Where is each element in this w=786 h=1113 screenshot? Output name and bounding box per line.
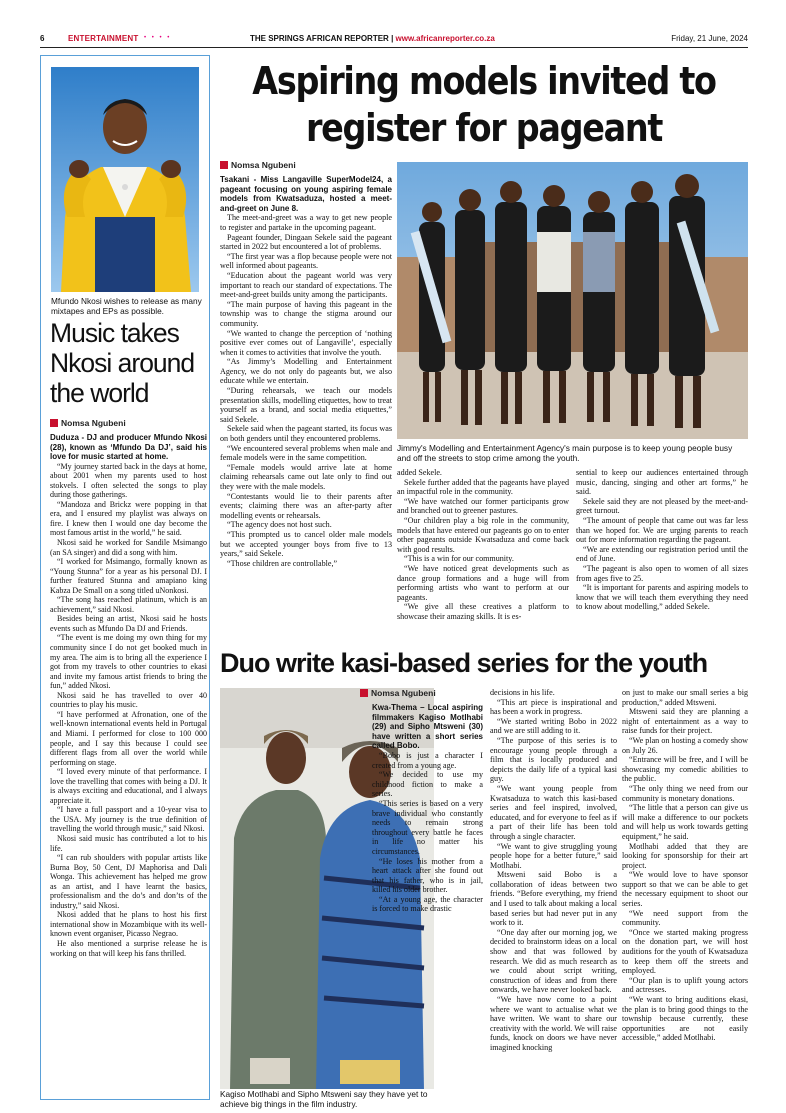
paragraph: “I loved every minute of that performance. I love the travelling that comes with being a DJ. It is always exciting and educational, and I always appreciate it. <box>50 767 207 805</box>
pageant-photo-graphic <box>397 162 748 439</box>
duo-column-1 <box>372 703 483 1091</box>
paragraph: “The only thing we need from our community is monetary donations. <box>622 783 748 803</box>
paragraph: Nkosi added that he plans to host his first international show in Mozambique with its well-known event organiser, Picasso Negrao. <box>50 910 207 939</box>
paragraph: “Mandoza and Brickz were popping in that era, and I ensured my playlist was always on fire. I knew then I would one day become the most famous artist in the world,” he said. <box>50 499 207 538</box>
paragraph: The meet-and-greet was a way to get new people to register and partake in the upcoming pageant. <box>220 213 392 232</box>
music-headline: Music takes Nkosi around the world <box>50 318 195 408</box>
paragraph: “Education about the pageant world was very important to reach our standard of expectations. The meet-and-greet builds unity among the participants. <box>220 270 392 300</box>
paragraph: “I have a full passport and a 10-year visa to the USA. My journey is the true definition of travelling the world through music,” said Nkosi. <box>50 805 207 834</box>
paragraph: “We are extending our registration period until the end of June. <box>576 544 748 564</box>
paragraph: “We have now come to a point where we want to actualise what we have written. We want to share our creativity with the world. We will raise funds, knock on doors we have never imagined knocking <box>490 995 617 1052</box>
duo-column-3 <box>622 688 748 1091</box>
paragraph: Besides being an artist, Nkosi said he hosts events such as Mfundo Da DJ and Friends. <box>50 614 207 633</box>
paragraph: “My journey started back in the days at home, about 2001 when my parents used to host stokvels. I often selected the songs to play during those gatherings. <box>50 461 207 500</box>
page-number: 6 <box>40 34 45 43</box>
mfundo-photo-caption: Mfundo Nkosi wishes to release as many mixtapes and EPs as possible. <box>51 296 202 316</box>
duo-photo-caption: Kagiso Motlhabi and Sipho Mtsweni say they have yet to achieve big things in the film industry. <box>220 1089 440 1109</box>
paragraph: “We decided to use my childhood fiction to make a series. <box>372 770 483 799</box>
paragraph: Sekele said when the pageant started, its focus was on both genders until they encountered problems. <box>220 424 392 444</box>
paragraph: “I have performed at Afronation, one of the well-known international events held in Portugal and Miami. I performed for close to 100 000 people, and I say this because I could see different flags from all over the world while performing on stage. <box>50 709 207 767</box>
paragraph: “We want to bring auditions ekasi, the plan is to bring good things to the township because currently, these opportunities are not easily accessible,” added Motlhabi. <box>622 995 748 1043</box>
paragraph: Nkosi said he has travelled to over 40 countries to play his music. <box>50 690 207 710</box>
paragraph: “The main purpose of having this pageant in the township was to change the stigma around our community. <box>220 299 392 328</box>
paragraph: “Our children play a big role in the community, models that have entered our pageants go on to enter other pageants outside Kwatsaduza and come back with good results. <box>397 515 569 554</box>
paragraph: Sekele said they are not pleased by the meet-and-greet turnout. <box>576 496 748 516</box>
paragraph: decisions in his life. <box>490 688 555 697</box>
paragraph: “We have watched our former participants grow and branched out to greener pastures. <box>397 496 569 516</box>
paragraph: “We want to give struggling young people hope for a better future,” said Motlhabi. <box>490 841 617 870</box>
pageant-column-2 <box>397 468 569 638</box>
pageant-byline: Nomsa Ngubeni <box>220 160 296 170</box>
paragraph: Mtsweni said Bobo is a collaboration of ideas between two friends. “Before everything, my friend and I used to talk about making a local based series but had never put in any work to it. <box>490 870 617 928</box>
paragraph: “This art piece is inspirational and has been a work in progress. <box>490 697 617 717</box>
paragraph: “As Jimmy’s Modelling and Entertainment Agency, we do not only do pageants but, we also educate while we entertain. <box>220 357 392 386</box>
paragraph: Pageant founder, Dingaan Sekele said the pageant started in 2022 but encountered a lot of problems. <box>220 232 392 252</box>
paragraph: Motlhabi added that they are looking for sponsorship for their art project. <box>622 841 748 870</box>
page-header <box>40 33 748 47</box>
mfundo-photo <box>51 67 199 292</box>
paragraph: “One day after our morning jog, we decided to brainstorm ideas on a local show and that was followed by research. We did as much research as we could about script writing, construction of ideas and from there onwards, we have never looked back. <box>490 927 617 995</box>
pageant-lead: Tsakani - Miss Langaville SuperModel24, a pageant focusing on young aspiring female models from Kwatsaduza, hosted a meet-and-greet on June 8. <box>220 175 392 213</box>
paragraph: “The little that a person can give us will make a difference to our pockets and will help us work towards getting equipment,” he said. <box>622 803 748 841</box>
paragraph: “Female models would arrive late at home claiming rehearsals came out late only to find out they were with the male models. <box>220 462 392 491</box>
paragraph: “Contestants would lie to their parents after events; claiming there was an after-party after modelling events or rehearsals. <box>220 491 392 520</box>
paragraph: Mtsweni said they are planning a night of entertainment as a way to raise funds for their project. <box>622 707 748 736</box>
paragraph: Sekele further added that the pageants have played an impactful role in the community. <box>397 477 569 497</box>
paragraph: “The purpose of this series is to encourage young people through a film that is locally produced and depicts the daily life of a typical kasi guy. <box>490 735 617 784</box>
paragraph: He also mentioned a surprise release he is working on that will keep his fans thrilled. <box>50 938 207 958</box>
paragraph: Nkosi said he worked for Sandile Msimango (an SA singer) and did a song with him. <box>50 538 207 557</box>
paragraph: “The amount of people that came out was far less than we hoped for. We are urging parents to reach out for more information regarding the pageant. <box>576 515 748 545</box>
paragraph: “We would love to have sponsor support so that we can be able to get the necessary equipment to shoot our series. <box>622 870 748 909</box>
paragraph: “He loses his mother from a heart attack after she found out that his father, who is in jail, killed his older brother. <box>372 856 483 895</box>
paragraph: “The agency does not host such. <box>227 520 332 530</box>
paragraph: Nkosi said music has contributed a lot to his life. <box>50 833 207 853</box>
paragraph: sential to keep our audiences entertained through music, dancing, singing and other art forms,” he said. <box>576 468 748 497</box>
paragraph: “The pageant is also open to women of all sizes from ages five to 25. <box>576 563 748 583</box>
duo-column-2 <box>490 688 617 1091</box>
paragraph: “Our plan is to uplift young actors and actresses. <box>622 975 748 995</box>
paragraph: “We wanted to change the perception of ‘nothing positive ever comes out of Langaville’, especially when it comes to activities that involve the youth. <box>220 328 392 357</box>
paragraph: “We plan on hosting a comedy show on July 26. <box>622 735 748 755</box>
paragraph: “We need support from the community. <box>622 908 748 928</box>
paragraph: “During rehearsals, we teach our models presentation skills, modelling etiquettes, how to treat yourself as a brand, and social media etiquettes,” said Sekele. <box>220 386 392 424</box>
paragraph: “Entrance will be free, and I will be showcasing my comedic abilities to the public. <box>622 755 748 784</box>
paragraph: “At a young age, the character is forced to make drastic <box>372 894 483 914</box>
duo-byline: Nomsa Ngubeni <box>360 688 436 698</box>
music-article-body <box>50 433 207 1083</box>
paragraph: added Sekele. <box>397 468 442 477</box>
paragraph: “We want young people from Kwatsaduza to watch this kasi-based series and feel inspired, involved, educated, and for everyone to feel as if a part of their life has been told through a single character. <box>490 783 617 841</box>
paragraph: “This is a win for our community. <box>404 554 514 564</box>
header-rule <box>40 47 748 48</box>
pageant-photo <box>397 162 748 439</box>
music-lead: Duduza - DJ and producer Mfundo Nkosi (28), known as ‘Mfundo Da DJ’, said his love for music started at home. <box>50 433 207 462</box>
duo-lead: Kwa-Thema – Local aspiring filmmakers Kagiso Motlhabi (29) and Sipho Mtsweni (30) have written a short series called Bobo. <box>372 703 483 751</box>
paragraph: on just to make our small series a big production,” added Mtsweni. <box>622 688 748 707</box>
paragraph: “It is important for parents and aspiring models to know that we will teach them everything they need to know about modelling,” added Sekele. <box>576 583 748 612</box>
section-dots: • • • • <box>144 35 172 41</box>
duo-headline: Duo write kasi-based series for the youth <box>220 648 708 678</box>
mfundo-photo-graphic <box>51 67 199 292</box>
publication-name: THE SPRINGS AFRICAN REPORTER | www.africanreporter.co.za <box>250 34 495 43</box>
publication-url[interactable]: www.africanreporter.co.za <box>395 34 495 43</box>
paragraph: “We have noticed great developments such as dance group formations and a huge will from performing artists who want to perform at our pageants. <box>397 563 569 602</box>
music-byline: Nomsa Ngubeni <box>50 418 126 428</box>
paragraph: “The event is me doing my own thing for my community since I do not get booked much in my area. The aim is to bring all the experience I got from my travels to other countries to ekasi and invite my famous artist friends to bring the fun,” added Nkosi. <box>50 633 207 691</box>
paragraph: “Those children are controllable,” <box>227 558 338 568</box>
paragraph: “This series is based on a very brave individual who constantly needs to remain strong throughout every battle he faces in life no matter his circumstances. <box>372 798 483 856</box>
paragraph: “Once we started making progress on the donation part, we will host auditions for the youth of Kwatsaduza to keep them off the streets and employed. <box>622 927 748 976</box>
paragraph: “We give all these creatives a platform to showcase their amazing skills. It is es- <box>397 602 569 621</box>
pageant-photo-caption: Jimmy's Modelling and Entertainment Agency's main purpose is to keep young people busy and off the streets to stop crime among the youth. <box>397 443 733 463</box>
paragraph: “The first year was a flop because people were not well informed about pageants. <box>220 251 392 271</box>
paragraph: “This prompted us to cancel older male models but we accepted younger boys from five to 13 years,” said Sekele. <box>220 529 392 559</box>
pageant-headline: Aspiring models invited to register for pageant <box>252 59 716 150</box>
pageant-column-3 <box>576 468 748 638</box>
issue-date: Friday, 21 June, 2024 <box>671 34 748 43</box>
paragraph: “We started writing Bobo in 2022 and we are still adding to it. <box>490 716 617 736</box>
paragraph: “I can rub shoulders with popular artists like Burna Boy, 50 Cent, DJ Maphorisa and Dali Wonga. This achievement has helped me grow as an artist, and I have learnt the basics, professionalism and the do’s and don’ts of the industry,” said Nkosi. <box>50 853 207 910</box>
pageant-column-1 <box>220 175 392 635</box>
paragraph: “Bobo is just a character I created from a young age. <box>372 750 483 770</box>
paragraph: “I worked for Msimango, formally known as “Young Stunna” for a year as his personal DJ. I further featured Stunna and amapiano king Kabza De Small on a song titled uNonkosi. <box>50 557 207 595</box>
paragraph: “The song has reached platinum, which is an achievement,” said Nkosi. <box>50 595 207 614</box>
section-label: ENTERTAINMENT <box>68 34 139 43</box>
paragraph: “We encountered several problems when male and female models were in the same competition. <box>220 443 392 463</box>
